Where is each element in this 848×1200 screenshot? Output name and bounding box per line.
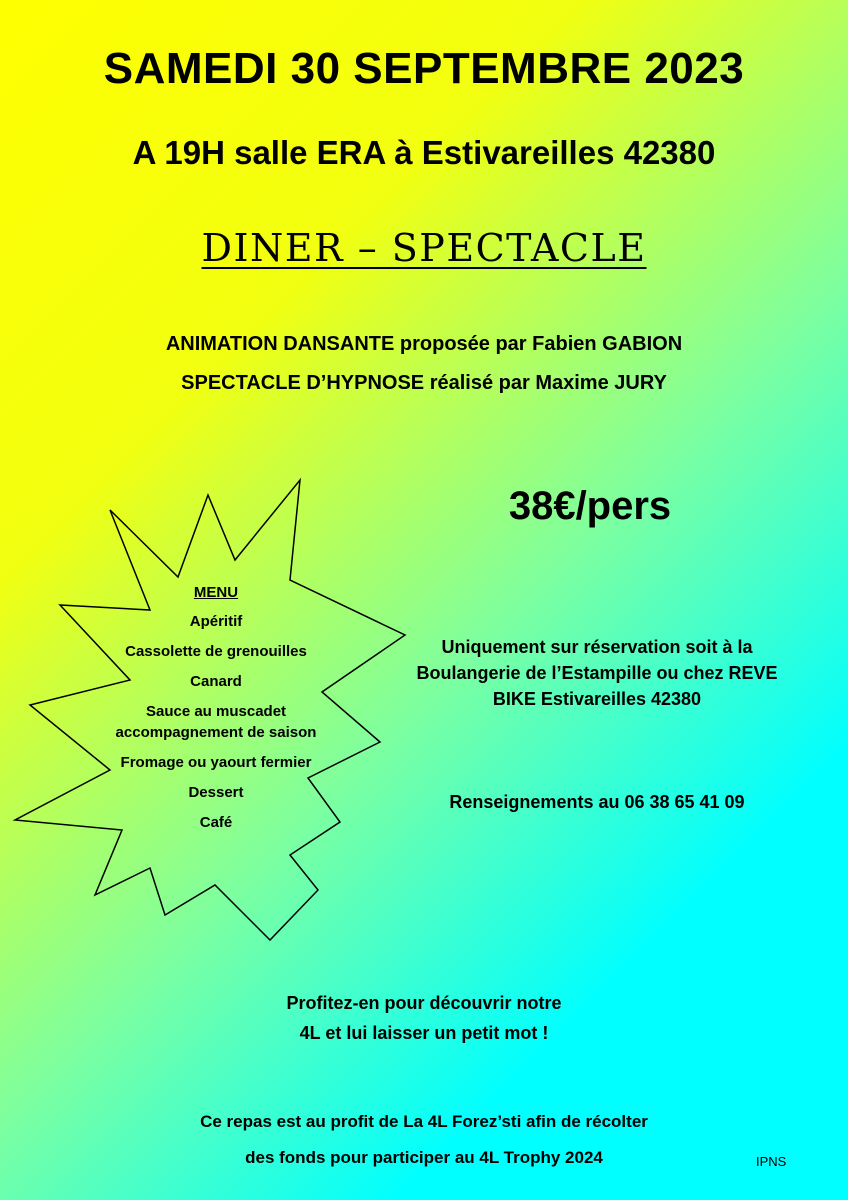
menu-title: MENU	[193, 584, 239, 601]
promo-line: 4L et lui laisser un petit mot !	[299, 1023, 549, 1043]
promo-text	[0, 988, 848, 1048]
menu-item: Apéritif	[189, 613, 243, 630]
menu-item: Café	[199, 814, 233, 831]
hypnose-line: SPECTACLE D’HYPNOSE réalisé par Maxime JURY	[181, 372, 667, 394]
animation-line: ANIMATION DANSANTE proposée par Fabien GABION	[165, 333, 683, 355]
menu-item: Sauce au muscadet accompagnement de saison	[115, 703, 317, 741]
profit-line: Ce repas est au profit de La 4L Forez’sti afin de récolter	[200, 1112, 648, 1131]
contact-phone: Renseignements au 06 38 65 41 09	[449, 792, 745, 812]
price: 38€/pers	[508, 484, 672, 528]
profit-line: des fonds pour participer au 4L Trophy 2024	[245, 1148, 603, 1167]
menu-box	[110, 582, 322, 842]
promo-line: Profitez-en pour découvrir notre	[286, 993, 562, 1013]
menu-item: Fromage ou yaourt fermier	[120, 754, 312, 771]
venue-subtitle: A 19H salle ERA à Estivareilles 42380	[132, 134, 716, 171]
profit-text	[0, 1104, 848, 1176]
date-title: SAMEDI 30 SEPTEMBRE 2023	[103, 44, 745, 93]
menu-item: Canard	[190, 673, 242, 690]
reservation-info: Uniquement sur réservation soit à la Boulangerie de l’Estampille ou chez REVE BIKE Estivareilles 42380	[416, 637, 778, 709]
event-title: DINER – SPECTACLE	[201, 226, 647, 270]
menu-item: Cassolette de grenouilles	[125, 643, 307, 660]
menu-item: Dessert	[188, 784, 244, 801]
ipns-mark: IPNS	[756, 1154, 787, 1169]
